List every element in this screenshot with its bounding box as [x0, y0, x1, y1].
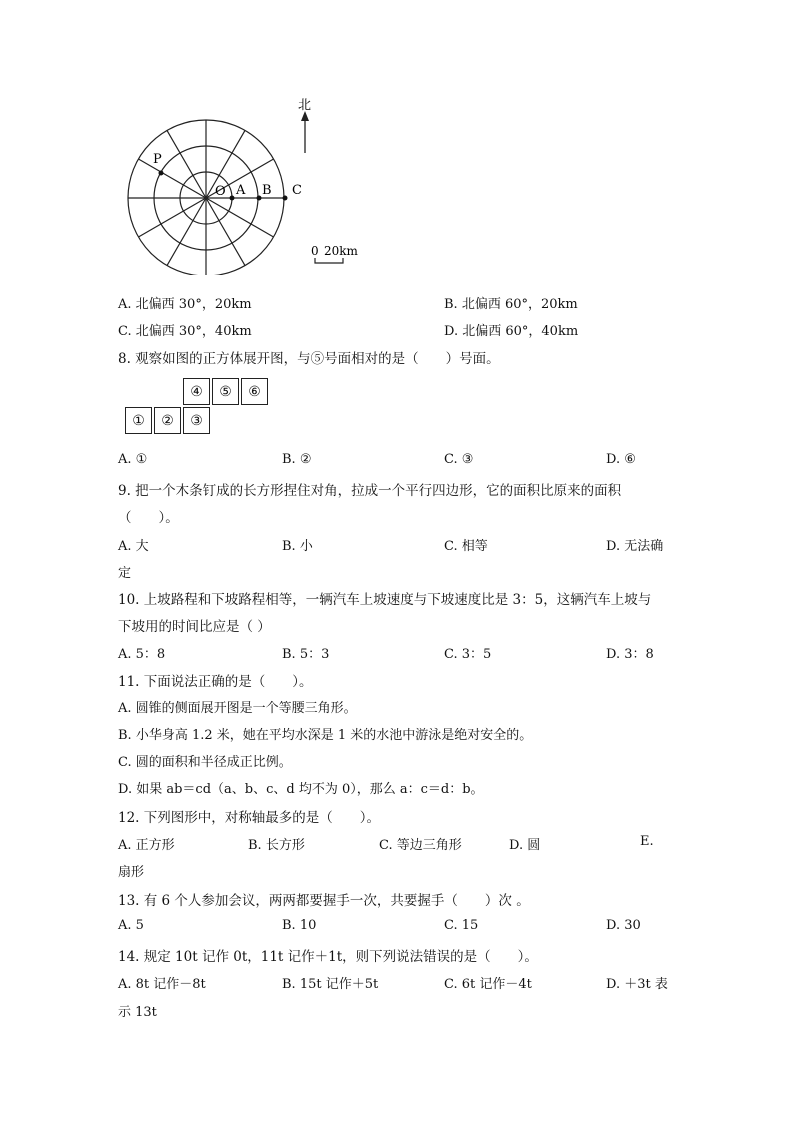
cube-face-1: ①	[125, 407, 152, 434]
point-label-a: A	[236, 183, 246, 198]
cube-face-4: ④	[183, 378, 210, 405]
polar-ray-8	[138, 159, 206, 198]
point-label-p: P	[153, 152, 162, 167]
q14-option-c[interactable]: C. 6t 记作－4t	[444, 977, 532, 992]
q13-option-b[interactable]: B. 10	[282, 918, 317, 933]
q8-option-a[interactable]: A. ①	[118, 452, 148, 467]
q12-option-e[interactable]: E.	[640, 834, 654, 849]
q14-option-b[interactable]: B. 15t 记作＋5t	[282, 977, 379, 992]
scale-bar	[315, 258, 343, 263]
q10-option-d[interactable]: D. 3：8	[606, 647, 654, 662]
cube-face-3: ③	[183, 407, 210, 434]
q12-option-d[interactable]: D. 圆	[509, 838, 541, 853]
polar-ray-2	[206, 198, 274, 237]
scale-zero: 0	[311, 244, 319, 258]
q9-option-c[interactable]: C. 相等	[444, 539, 488, 554]
q7-option-b[interactable]: B. 北偏西 60°，20km	[444, 297, 578, 312]
q12-option-b[interactable]: B. 长方形	[248, 838, 305, 853]
point-label-c: C	[292, 183, 302, 198]
q12-text: 12. 下列图形中，对称轴最多的是（ ）。	[118, 810, 381, 826]
point-c	[283, 196, 288, 201]
q9-option-d-wrap: 定	[118, 566, 132, 581]
north-label: 北	[298, 98, 312, 113]
q9-option-b[interactable]: B. 小	[282, 539, 313, 554]
q8-option-d[interactable]: D. ⑥	[606, 452, 636, 467]
q10-option-a[interactable]: A. 5：8	[118, 647, 166, 662]
q11-option-c[interactable]: C. 圆的面积和半径成正比例。	[118, 755, 292, 770]
polar-grid-figure	[110, 95, 380, 275]
q11-text: 11. 下面说法正确的是（ ）。	[118, 674, 313, 690]
q11-option-b[interactable]: B. 小华身高 1.2 米，她在平均水深是 1 米的水池中游泳是绝对安全的。	[118, 728, 533, 743]
point-label-b: B	[262, 183, 272, 198]
q7-option-d[interactable]: D. 北偏西 60°，40km	[444, 324, 579, 339]
cube-face-2: ②	[154, 407, 181, 434]
q10-option-b[interactable]: B. 5：3	[282, 647, 330, 662]
q14-text: 14. 规定 10t 记作 0t，11t 记作＋1t，则下列说法错误的是（ ）。	[118, 949, 538, 965]
q8-option-b[interactable]: B. ②	[282, 452, 312, 467]
q10-text-line2: 下坡用的时间比应是（ ）	[118, 619, 271, 635]
point-a	[230, 196, 235, 201]
scale-value: 20km	[324, 244, 358, 258]
q11-option-a[interactable]: A. 圆锥的侧面展开图是一个等腰三角形。	[118, 701, 357, 716]
center-label-o: O	[215, 184, 226, 199]
q7-option-a[interactable]: A. 北偏西 30°，20km	[118, 297, 252, 312]
q14-option-a[interactable]: A. 8t 记作－8t	[118, 977, 206, 992]
q7-option-c[interactable]: C. 北偏西 30°，40km	[118, 324, 252, 339]
q9-option-a[interactable]: A. 大	[118, 539, 149, 554]
q13-text: 13. 有 6 个人参加会议，两两都要握手一次，共要握手（ ）次 。	[118, 893, 530, 909]
q9-text-line1: 9. 把一个木条钉成的长方形捏住对角，拉成一个平行四边形，它的面积比原来的面积	[118, 483, 622, 499]
q8-option-c[interactable]: C. ③	[444, 452, 474, 467]
q10-text-line1: 10. 上坡路程和下坡路程相等，一辆汽车上坡速度与下坡速度比是 3：5，这辆汽车上坡与	[118, 592, 652, 608]
cube-face-6: ⑥	[241, 378, 268, 405]
cube-face-5: ⑤	[212, 378, 239, 405]
q12-option-c[interactable]: C. 等边三角形	[379, 838, 462, 853]
q13-option-d[interactable]: D. 30	[606, 918, 641, 933]
point-p	[159, 171, 164, 176]
polar-ray-3	[206, 198, 245, 266]
q9-option-d[interactable]: D. 无法确	[606, 539, 664, 554]
q14-option-d-wrap: 示 13t	[118, 1005, 157, 1020]
polar-ray-5	[167, 198, 206, 266]
q12-option-e-wrap: 扇形	[118, 865, 145, 880]
q9-text-line2: （ ）。	[118, 510, 179, 526]
q11-option-d[interactable]: D. 如果 ab＝cd（a、b、c、d 均不为 0），那么 a：c＝d：b。	[118, 782, 484, 797]
polar-ray-6	[138, 198, 206, 237]
q8-text: 8. 观察如图的正方体展开图，与⑤号面相对的是（ ）号面。	[118, 351, 500, 367]
q14-option-d[interactable]: D. ＋3t 表	[606, 977, 668, 992]
q12-option-a[interactable]: A. 正方形	[118, 838, 175, 853]
point-b	[257, 196, 262, 201]
q13-option-a[interactable]: A. 5	[118, 918, 144, 933]
polar-ray-9	[167, 130, 206, 198]
q13-option-c[interactable]: C. 15	[444, 918, 479, 933]
q10-option-c[interactable]: C. 3：5	[444, 647, 492, 662]
